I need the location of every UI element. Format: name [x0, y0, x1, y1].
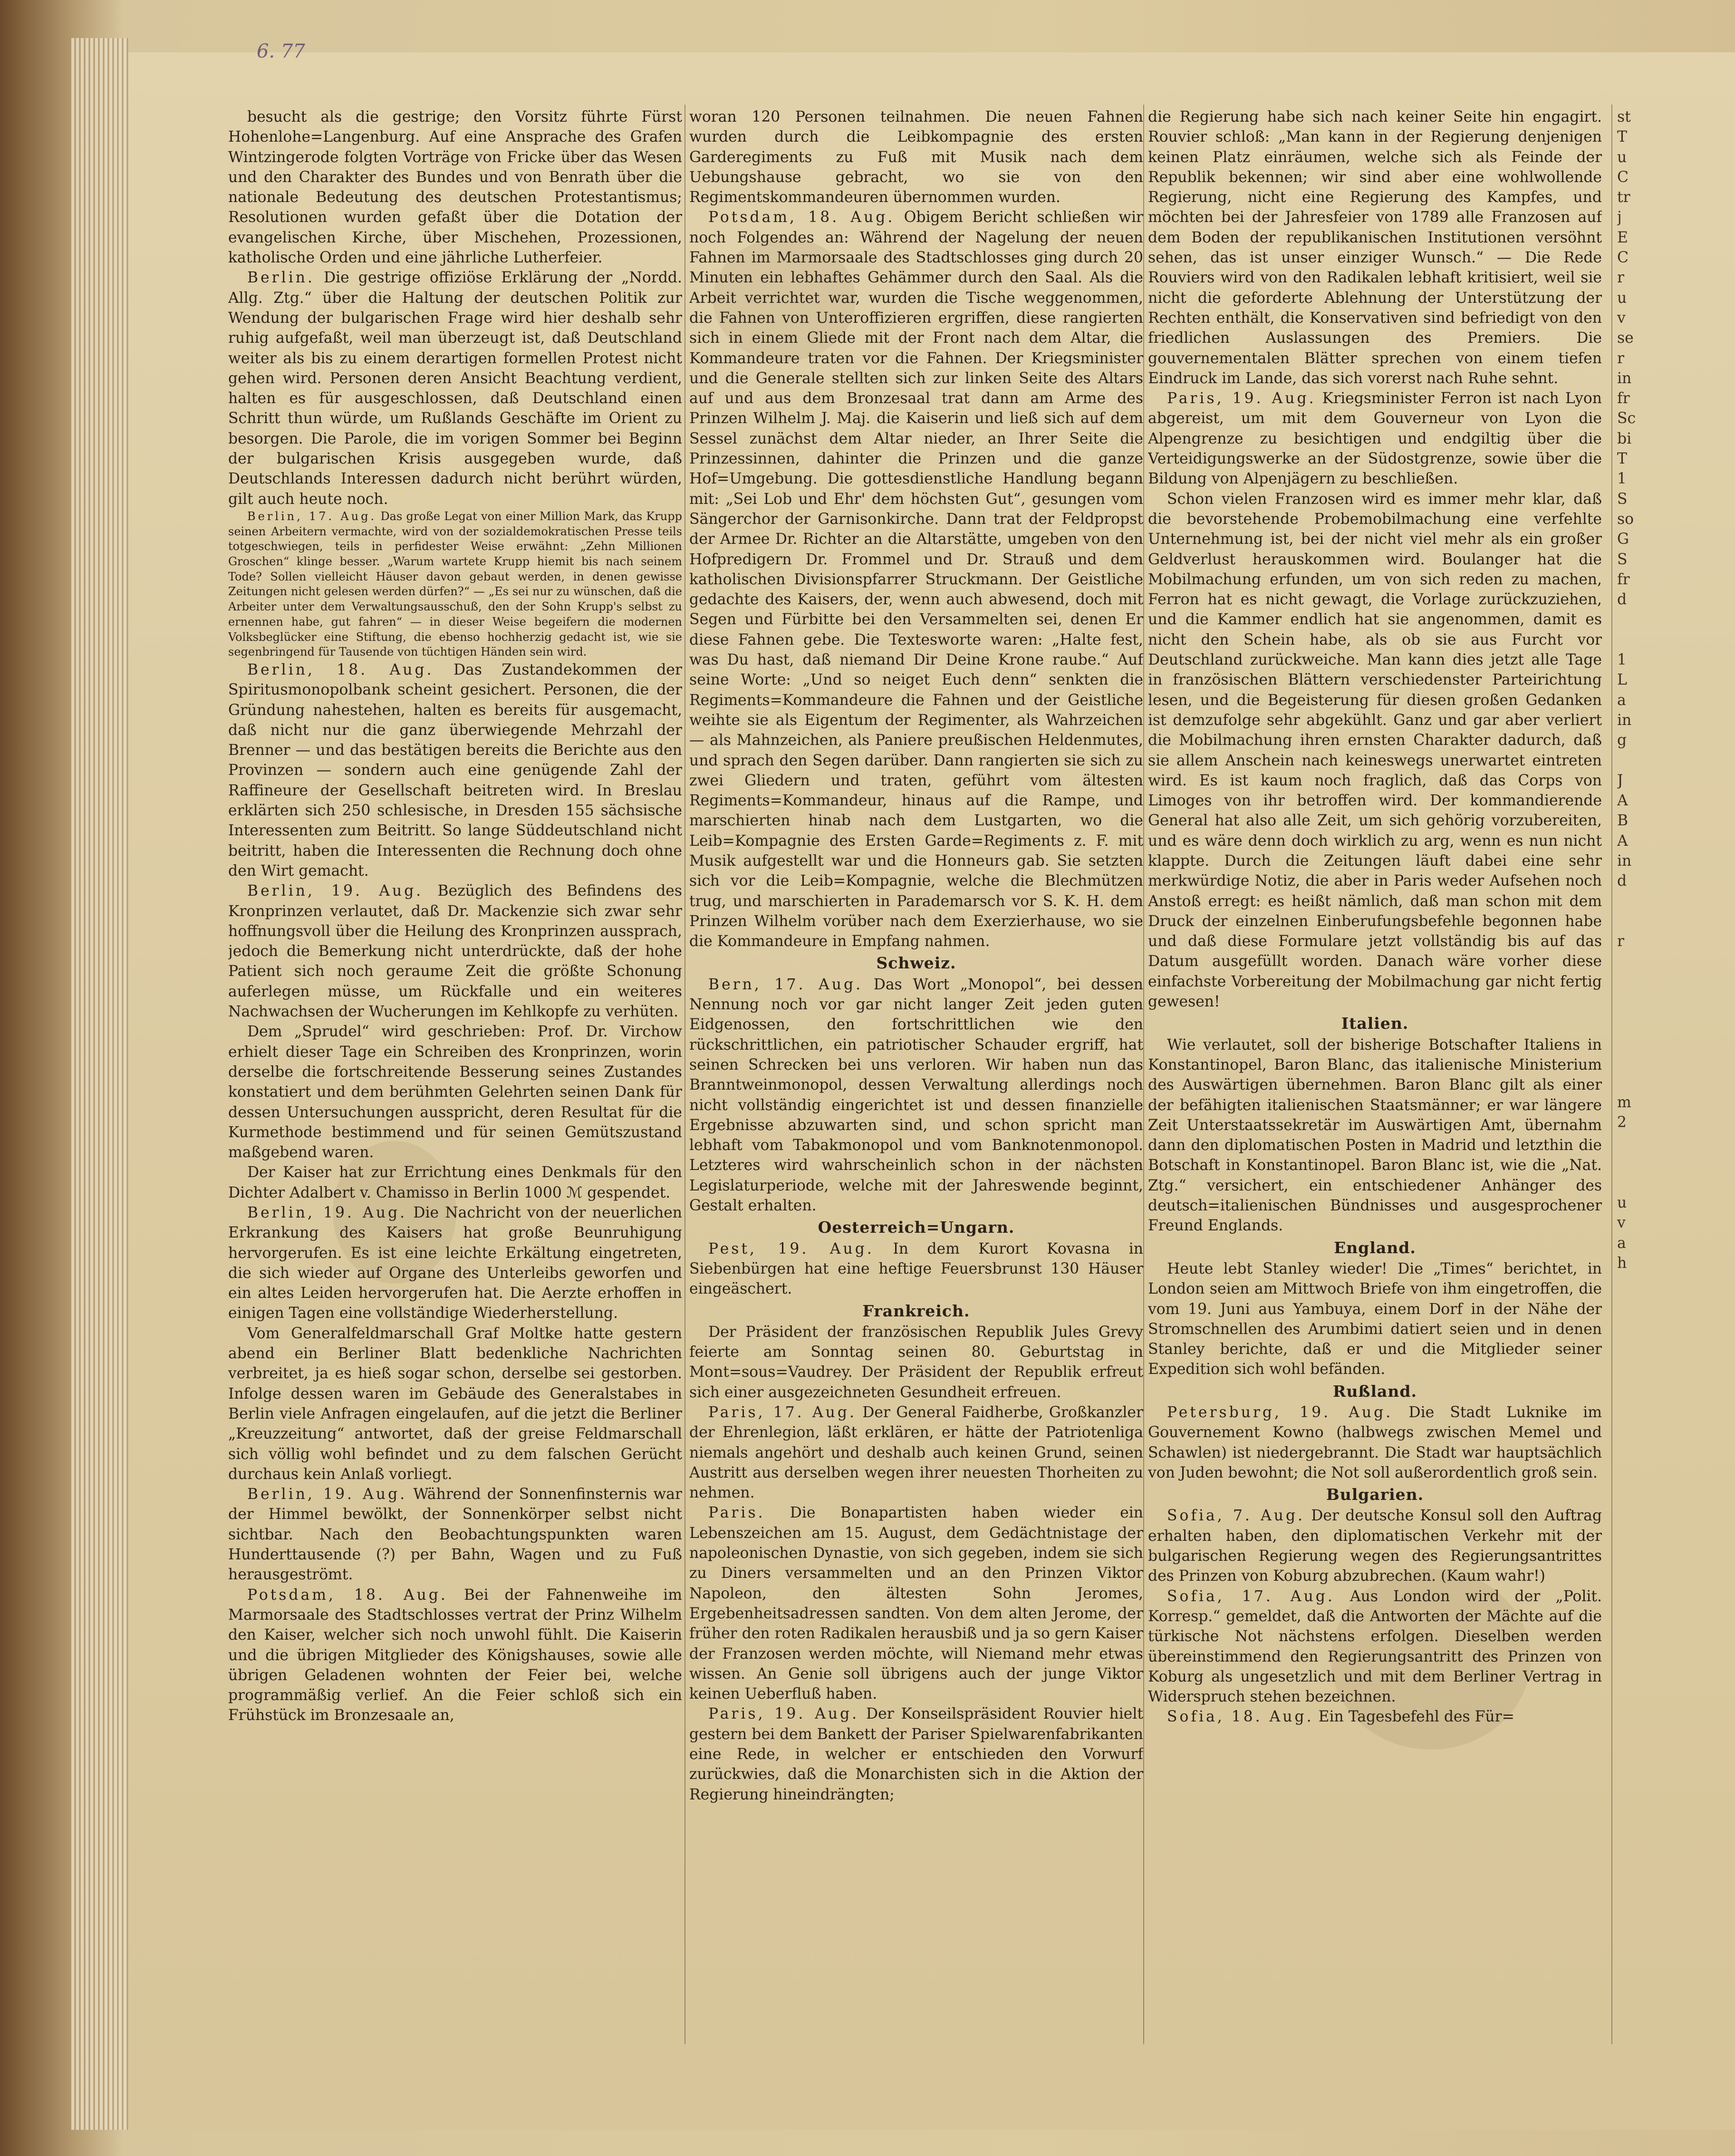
- dateline: Potsdam, 18. Aug.: [247, 1586, 448, 1604]
- fragment-line: 2: [1617, 1113, 1627, 1131]
- article-paragraph: [689, 1239, 1143, 1299]
- section-heading: Frankreich.: [862, 1301, 970, 1320]
- article-paragraph: [228, 1162, 682, 1203]
- fragment-line: [1617, 1032, 1693, 1052]
- page-edges: [71, 38, 128, 2130]
- article-text: Vom Generalfeldmarschall Graf Moltke hatte gestern abend ein Berliner Blatt bedenkliche Nachrichten verbreitet, ja es hieß sogar schon, derselbe sei gestorben. Infolge dessen waren im Gebäude des Generalstabes in Berlin viele Anfragen eingelaufen, auf die jetzt die Berliner „Kreuzzeitung“ antwortet, daß der greise Feldmarschall sich völlig wohl befindet und zu dem falschen Gerücht durchaus kein Anlaß vorliegt.: [228, 1325, 682, 1483]
- fragment-line: 1: [1617, 470, 1627, 488]
- dateline: Potsdam, 18. Aug.: [708, 209, 895, 226]
- article-paragraph: [228, 1324, 682, 1484]
- dateline: Bern, 17. Aug.: [708, 976, 863, 993]
- article-text: besucht als die gestrige; den Vorsitz führte Fürst Hohenlohe=Langenburg. Auf eine Ansprache des Grafen Wintzingerode folgten Vorträge von Fricke über das Wesen und den Charakter des Bundes und von Benrath über die nationale Bedeutung des deutschen Protestantismus; Resolutionen wurden gefaßt über die Dotation der evangelischen Kirche, über Mischehen, Prozessionen, katholische Orden und eine jährliche Lutherfeier.: [228, 108, 682, 267]
- fragment-line: A: [1617, 832, 1628, 850]
- article-paragraph: [1148, 489, 1602, 1012]
- dateline: Sofia, 18. Aug.: [1167, 1708, 1314, 1726]
- dateline: Berlin, 19. Aug.: [247, 882, 424, 900]
- article-paragraph: [689, 1503, 1143, 1704]
- article-paragraph: [228, 660, 682, 881]
- fragment-line: [1617, 992, 1693, 1012]
- article-text: Das Wort „Monopol“, bei dessen Nennung noch vor gar nicht langer Zeit jeden guten Eidgenossen, den fortschrittlichen wie den rückschrittlichen, ein patriotischer Schauder ergriff, hat seinen Schrecken bei uns verloren. Wir haben nun das Branntweinmonopol, dessen Verwaltung allerdings noch nicht vollständig eingerichtet ist und dessen finanzielle Ergebnisse abzuwarten sind, und schon spricht man lebhaft vom Tabakmonopol und vom Banknotenmonopol. Letzteres wird wahrscheinlich schon in der nächsten Legislaturperiode, welche mit der Jahreswende beginnt, Gestalt erhalten.: [689, 976, 1143, 1215]
- article-paragraph: [689, 1322, 1143, 1402]
- fragment-line: [1617, 1052, 1693, 1072]
- fragment-line: fr: [1617, 570, 1630, 588]
- article-text: Der Kaiser hat zur Errichtung eines Denkmals für den Dichter Adalbert v. Chamisso in Berlin 1000 ℳ gespendet.: [228, 1164, 682, 1201]
- dateline: Paris, 17. Aug.: [708, 1404, 857, 1421]
- fragment-line: [1617, 609, 1693, 629]
- fragment-line: T: [1617, 128, 1627, 146]
- dateline: Berlin.: [247, 269, 315, 287]
- article-text: Heute lebt Stanley wieder! Die „Times“ berichtet, in London seien am Mittwoch Briefe von ihm eingetroffen, die vom 19. Juni aus Yambuya, einem Dorf in der Nähe der Stromschnellen des Arumbimi datiert seien und in denen Stanley berichte, daß er und die Mitglieder seiner Expedition sich wohl befänden.: [1148, 1260, 1602, 1378]
- article-paragraph: [1148, 107, 1602, 388]
- fragment-line: in: [1617, 711, 1632, 729]
- article-paragraph: [1148, 388, 1602, 489]
- article-text: Dem „Sprudel“ wird geschrieben: Prof. Dr. Virchow erhielt dieser Tage ein Schreiben des Kronprinzen, worin derselbe die fortschreitende Besserung seines Zustandes konstatiert und dem berühmten Gelehrten seinen Dank für dessen Untersuchungen ausspricht, deren Resultat für die Kurmethode bestimmend und für seinen Gemütszustand maßgebend waren.: [228, 1023, 682, 1161]
- article-text: Kriegsminister Ferron ist nach Lyon abgereist, um mit dem Gouverneur von Lyon die Alpengrenze zu besichtigen und endgiltig über die Verteidigungswerke an der Südostgrenze, sowie über die Bildung von Alpenjägern zu beschließen.: [1148, 390, 1602, 488]
- article-text: Die gestrige offiziöse Erklärung der „Nordd. Allg. Ztg.“ über die Haltung der deutschen Politik zur Wendung der bulgarischen Frage wird hier deshalb sehr ruhig aufgefaßt, weil man überzeugt ist, daß Deutschland weiter als bis zu einem derartigen formellen Protest nicht gehen wird. Personen deren Ansicht Beachtung verdient, halten es für ausgeschlossen, daß Deutschland einen Schritt thun würde, um Rußlands Geschäfte im Orient zu besorgen. Die Parole, die im vorigen Sommer bei Beginn der bulgarischen Krisis ausgegeben wurde, daß Deutschlands Interessen dadurch nicht berührt würden, gilt auch heute noch.: [228, 269, 682, 508]
- fragment-line: [1617, 1072, 1693, 1092]
- article-paragraph: [228, 1585, 682, 1726]
- article-paragraph: [689, 207, 1143, 951]
- dateline: Berlin, 18. Aug.: [247, 661, 434, 678]
- fragment-line: [1617, 972, 1693, 992]
- article-text: Schon vielen Franzosen wird es immer mehr klar, daß die bevorstehende Probemobilmachung eine verfehlte Unternehmung ist, bei der nicht viel mehr als ein großer Geldverlust herauskommen wird. Boulanger hat die Mobilmachung erfunden, um von sich reden zu machen, Ferron hat es nicht gewagt, die Vorlage zurückzuziehen, und die Kammer endlich hat sie angenommen, damit es nicht den Schein habe, als ob sie aus Furcht vor Deutschland zurückweiche. Man kann dies jetzt alle Tage in französischen Blättern verschiedenster Parteirichtung lesen, und die Begeisterung für diesen großen Gedanken ist demzufolge sehr abgekühlt. Ganz und gar aber verliert die Mobilmachung ihren ernsten Charakter dadurch, daß sie allem Anschein nach keineswegs unerwartet eintreten wird. Es ist kaum noch fraglich, daß das Corps von Limoges von ihr betroffen wird. Der kommandierende General hat also alle Zeit, um sich gehörig vorzubereiten, und es wäre denn doch wirklich zu arg, wenn es nun nicht klappte. Durch die Zeitungen läuft dabei eine sehr merkwürdige Notiz, die aber in Paris weder Aufsehen noch Anstoß erregt: es heißt nämlich, daß man schon mit dem Druck der einzelnen Einberufungsbefehle begonnen habe und daß diese Formulare jetzt vollständig bis auf das Datum ausgefüllt worden. Danach wäre vorher diese einfachste Vorbereitung der Mobilmachung gar nicht fertig gewesen!: [1148, 490, 1602, 1011]
- article-paragraph: [228, 1203, 682, 1324]
- article-text: Bezüglich des Befindens des Kronprinzen verlautet, daß Dr. Mackenzie sich zwar sehr hoffnungsvoll über die Heilung des Kronprinzen aussprach, jedoch die Bemerkung nicht unterdrückte, daß der hohe Patient sich noch geraume Zeit die größte Schonung auferlegen müsse, um Rückfalle und ein weiteres Nachwachsen der Wucherungen im Kehlkopfe zu verhüten.: [228, 882, 682, 1021]
- article-paragraph: [228, 268, 682, 509]
- article-text: Der General Faidherbe, Großkanzler der Ehrenlegion, läßt erklären, er hätte der Patriotenliga niemals angehört und deshalb auch keinen Grund, seinen Austritt aus derselben wegen ihrer neuesten Thorheiten zu nehmen.: [689, 1404, 1143, 1502]
- fragment-line: J: [1617, 772, 1623, 789]
- article-text: Der deutsche Konsul soll den Auftrag erhalten haben, den diplomatischen Verkehr mit der bulgarischen Regierung wegen des Regierungsantrittes des Prinzen von Koburg abzubrechen. (Kaum wahr!): [1148, 1507, 1602, 1585]
- fragment-line: st: [1617, 108, 1631, 126]
- article-text: Die Nachricht von der neuerlichen Erkrankung des Kaisers hat große Beunruhigung hervorgerufen. Es ist eine leichte Erkältung eingetreten, die sich wieder auf Organe des Unterleibs geworfen und ein altes Leiden hervorgerufen hat. Die Aerzte erhoffen in einigen Tagen eine vollständige Wiederherstellung.: [228, 1204, 682, 1322]
- article-paragraph: [689, 107, 1143, 207]
- article-paragraph: [1148, 1586, 1602, 1707]
- article-text: Aus London wird der „Polit. Korresp.“ gemeldet, daß die Antworten der Mächte auf die türkische Not nächstens erfolgen. Dieselben werden übereinstimmend den Regierungsantritt des Prinzen von Koburg als ungesetzlich und mit dem Berliner Vertrag in Widerspruch stehen bezeichnen.: [1148, 1587, 1602, 1706]
- article-paragraph: [689, 1402, 1143, 1503]
- article-text: Das Zustandekommen der Spiritusmonopolbank scheint gesichert. Personen, die der Gründung nahestehen, halten es bereits für ausgemacht, daß nicht nur die ganz überwiegende Mehrzahl der Brenner — und das bestätigen bereits die Berichte aus den Provinzen — sondern auch eine genügende Zahl der Raffineure der Gesellschaft beitreten wird. In Breslau erklärten sich 250 schlesische, in Dresden 155 sächsische Interessenten zum Beitritt. So lange Süddeutschland nicht beitritt, haben die Interessenten die Rechnung doch ohne den Wirt gemacht.: [228, 661, 682, 880]
- fragment-line: j: [1617, 209, 1622, 226]
- fragment-line: [1617, 751, 1693, 771]
- article-text: Die Bonapartisten haben wieder ein Lebenszeichen am 15. August, dem Gedächtnistage der napoleonischen Dynastie, von sich gegeben, indem sie sich zu Diners versammelten und an den Prinzen Viktor Napoleon, den ältesten Sohn Jeromes, Ergebenheitsadressen sandten. Von dem alten Jerome, der früher den roten Radikalen herausbiß und ja so gern Kaiser der Franzosen werden möchte, will Niemand mehr etwas wissen. An Genie soll übrigens auch der junge Viktor keinen Ueberfluß haben.: [689, 1504, 1143, 1703]
- article-paragraph: [1148, 1506, 1602, 1586]
- fragment-line: r: [1617, 933, 1625, 950]
- fragment-line: so: [1617, 510, 1634, 528]
- fragment-line: d: [1617, 591, 1627, 609]
- article-paragraph: [1148, 1035, 1602, 1236]
- fragment-line: a: [1617, 691, 1626, 709]
- fragment-line: se: [1617, 329, 1634, 347]
- fragment-line: [1617, 1152, 1693, 1172]
- article-text: In dem Kurort Kovasna in Siebenbürgen hat eine heftige Feuersbrunst 130 Häuser eingeäschert.: [689, 1240, 1143, 1298]
- dateline: Pest, 19. Aug.: [708, 1240, 874, 1257]
- section-heading: Bulgarien.: [1326, 1485, 1424, 1504]
- fragment-line: u: [1617, 148, 1627, 166]
- article-text: Die Stadt Luknike im Gouvernement Kowno (halbwegs zwischen Memel und Schawlen) ist niedergebrannt. Die Stadt war hauptsächlich von Juden bewohnt; die Not soll außerordentlich groß sein.: [1148, 1404, 1602, 1481]
- dateline: Sofia, 7. Aug.: [1167, 1507, 1305, 1525]
- fragment-line: B: [1617, 812, 1629, 830]
- fragment-line: Sc: [1617, 410, 1636, 427]
- fragment-line: m: [1617, 1093, 1631, 1111]
- fragment-line: u: [1617, 1194, 1627, 1212]
- dateline: Paris, 19. Aug.: [708, 1705, 859, 1723]
- column-rule: [684, 105, 685, 2044]
- fragment-line: g: [1617, 732, 1627, 749]
- fragment-line: v: [1617, 309, 1626, 327]
- fragment-line: A: [1617, 792, 1628, 810]
- article-text: Der Präsident der französischen Republik Jules Grevy feierte am Sonntag seinen 80. Geburtstag in Mont=sous=Vaudrey. Der Präsident der Republik erfreut sich einer ausgezeichneten Gesundheit erfreuen.: [689, 1323, 1143, 1401]
- fragment-line: [1617, 630, 1693, 650]
- article-paragraph: [228, 881, 682, 1022]
- fragment-line: [1617, 891, 1693, 911]
- fragment-line: u: [1617, 289, 1627, 307]
- article-paragraph: [228, 107, 682, 268]
- article-text: Während der Sonnenfinsternis war der Himmel bewölkt, der Sonnenkörper selbst nicht sichtbar. Nach den Beobachtungspunkten waren Hunderttausende (?) per Bahn, Wagen und zu Fuß herausgeströmt.: [228, 1486, 682, 1584]
- handwritten-margin-note: 6. 77: [257, 40, 305, 62]
- article-text: woran 120 Personen teilnahmen. Die neuen Fahnen wurden durch die Leibkompagnie des ersten Garderegiments zu Fuß mit Musik nach dem Uebungshause gebracht, wo sie von den Regimentskommandeuren übernommen wurden.: [689, 108, 1143, 206]
- fragment-line: [1617, 951, 1693, 971]
- dateline: Paris.: [708, 1504, 765, 1522]
- article-text: Obigem Bericht schließen wir noch Folgendes an: Während der Nagelung der neuen Fahnen im Marmorsaale des Stadtschlosses ging durch 20 Minuten ein lebhaftes Gehämmer durch den Saal. Als die Arbeit verrichtet war, wurden die Tische weggenommen, die Fahnen von Unteroffizieren ergriffen, diese rangierten sich in einem Gliede mit der Front nach dem Altar, die Kommandeure traten vor die Fahnen. Der Kriegsminister und die Generale stellten sich zur linken Seite des Altars auf und aus dem Bronzesaal trat dann am Arme des Prinzen Wilhelm J. Maj. die Kaiserin und ließ sich auf dem Sessel zunächst dem Altar nieder, an Ihrer Seite die Prinzessinnen, dahinter die Prinzen und die ganze Hof=Umgebung. Die gottesdienstliche Handlung begann mit: „Sei Lob und Ehr' dem höchsten Gut“, gesungen vom Sängerchor der Garnisonkirche. Dann trat der Feldpropst der Armee Dr. Richter an die Altarstätte, umgeben von den Hofpredigern Dr. Frommel und Dr. Strauß und dem katholischen Divisionspfarrer Struckmann. Der Geistliche gedachte des Kaisers, der, wenn auch abwesend, doch mit Segen und Fürbitte bei den Versammelten sei, denen Er diese Fahnen gebe. Die Textesworte waren: „Halte fest, was Du hast, daß niemand Dir Deine Krone raube.“ Auf seine Worte: „Und so neiget Euch denn“ senkten die Regiments=Kommandeure die Fahnen und der Geistliche weihte sie als Eigentum der Regimenter, als Wahrzeichen — als Mahnzeichen, als Paniere preußischen Heldenmutes, und sprach den Segen darüber. Dann rangierten sie sich zu zwei Gliedern und traten, geführt vom ältesten Regiments=Kommandeur, hinaus auf die Rampe, und marschierten hinab nach dem Lustgarten, wo die Leib=Kompagnie des Ersten Garde=Regiments z. F. mit Musik aufgestellt war und die Honneurs gab. Sie setzten sich vor die Leib=Kompagnie, welche die Blechmützen trug, und marschierten in Parademarsch vor S. K. H. dem Prinzen Wilhelm vorüber nach dem Exerzierhause, wo sie die Kommandeure in Empfang nahmen.: [689, 209, 1143, 950]
- fragment-line: S: [1617, 551, 1628, 568]
- fragment-line: G: [1617, 531, 1629, 548]
- article-text: Das große Legat von einer Million Mark, das Krupp seinen Arbeitern vermachte, wird von der sozialdemokratischen Presse teils totgeschwiegen, teils in perfidester Weise erwähnt: „Zehn Millionen Groschen“ klinge besser. „Warum wartete Krupp hiemit bis nach seinem Tode? Sollen vielleicht Häuser davon gebaut werden, in denen gewisse Zeitungen nicht gelesen werden dürfen?“ — „Es sei nur zu wünschen, daß die Arbeiter unter dem Verwaltungsausschuß, den der Sohn Krupp's selbst zu ernennen habe, gut fahren“ — in dieser Weise begeifern die modernen Volksbeglücker eine Stiftung, die ebenso hochherzig gedacht ist, wie sie segenbringend für Tausende von tüchtigen Händen sein wird.: [228, 509, 682, 659]
- fragment-line: [1617, 1012, 1693, 1032]
- fragment-line: T: [1617, 450, 1627, 468]
- article-paragraph: [689, 975, 1143, 1216]
- fragment-line: [1617, 1173, 1693, 1193]
- fragment-line: S: [1617, 490, 1628, 508]
- fragment-line: C: [1617, 168, 1629, 186]
- dateline: Sofia, 17. Aug.: [1167, 1587, 1335, 1605]
- article-paragraph: [228, 1484, 682, 1585]
- article-text: Wie verlautet, soll der bisherige Botschafter Italiens in Konstantinopel, Baron Blanc, das italienische Ministerium des Auswärtigen übernehmen. Baron Blanc gilt als einer der befähigten italienischen Staatsmänner; er war längere Zeit Unterstaatssekretär im Auswärtigen Amt, übernahm dann den diplomatischen Posten in Madrid und letzthin die Botschaft in Konstantinopel. Baron Blanc ist, wie die „Nat. Ztg.“ versichert, ein entschiedener Anhänger des deutsch=italienischen Bündnisses und ausgesprochener Freund Englands.: [1148, 1036, 1602, 1235]
- dateline: Paris, 19. Aug.: [1167, 390, 1316, 407]
- fragment-line: in: [1617, 852, 1632, 870]
- section-heading: England.: [1334, 1238, 1416, 1257]
- article-text: Ein Tagesbefehl des Für=: [1318, 1708, 1514, 1726]
- fragment-line: C: [1617, 249, 1629, 267]
- article-column-2: [689, 107, 1143, 2037]
- article-paragraph: [228, 1022, 682, 1162]
- article-paragraph: [1148, 1402, 1602, 1483]
- article-column-3: [1148, 107, 1602, 2037]
- section-heading: Italien.: [1341, 1014, 1409, 1033]
- column-rule: [1143, 105, 1144, 2044]
- fragment-line: tr: [1617, 189, 1630, 206]
- fragment-line: L: [1617, 671, 1627, 689]
- column-rule: [1611, 105, 1612, 2044]
- article-text: Der Konseilspräsident Rouvier hielt gestern bei dem Bankett der Pariser Spielwarenfabrikanten eine Rede, in welcher er entschieden den Vorwurf zurückwies, daß die Monarchisten sich in die Aktion der Regierung hineindrängten;: [689, 1705, 1143, 1803]
- dateline: Berlin, 19. Aug.: [247, 1486, 407, 1503]
- fragment-line: [1617, 911, 1693, 931]
- section-heading: Schweiz.: [876, 954, 956, 973]
- fragment-line: E: [1617, 229, 1628, 246]
- fragment-line: [1617, 1132, 1693, 1152]
- dateline: Berlin, 17. Aug.: [247, 509, 377, 523]
- article-text: Bei der Fahnenweihe im Marmorsaale des Stadtschlosses vertrat der Prinz Wilhelm den Kaiser, welcher sich noch unwohl fühlt. Die Kaiserin und die übrigen Mitglieder des Königshauses, sowie alle übrigen Geladenen wohnten der Feier bei, welche programmäßig verlief. An die Feier schloß sich ein Frühstück im Bronzesaale an,: [228, 1586, 682, 1724]
- fragment-line: in: [1617, 369, 1632, 387]
- article-paragraph: [1148, 1707, 1602, 1727]
- article-paragraph: [689, 1704, 1143, 1804]
- fragment-line: r: [1617, 349, 1625, 367]
- fragment-line: r: [1617, 269, 1625, 287]
- dateline: Petersburg, 19. Aug.: [1167, 1404, 1393, 1421]
- article-column-1: [228, 107, 682, 2037]
- fragment-line: d: [1617, 872, 1627, 890]
- section-heading: Oesterreich=Ungarn.: [818, 1218, 1015, 1237]
- article-text: die Regierung habe sich nach keiner Seite hin engagirt. Rouvier schloß: „Man kann in der Regierung denjenigen keinen Platz einräumen, welche sich als Feinde der Republik bekennen; wir sind aber eine wohlwollende Regierung, nicht eine Regierung des Kampfes, und möchten bei der Jahresfeier von 1789 alle Franzosen auf dem Boden der republikanischen Institutionen versöhnt sehen, das ist unser einziger Wunsch.“ — Die Rede Rouviers wird von den Radikalen lebhaft kritisiert, weil sie nicht die geforderte Ablehnung der Unterstützung der Rechten enthält, die Konservativen sind befriedigt von den friedlichen Auslassungen des Premiers. Die gouvernementalen Blätter sprechen von einem tiefen Eindruck im Lande, das sich vorerst nach Ruhe sehnt.: [1148, 108, 1602, 387]
- fragment-line: a: [1617, 1234, 1626, 1252]
- article-paragraph: [1148, 1259, 1602, 1380]
- fragment-line: bi: [1617, 430, 1632, 447]
- section-heading: Rußland.: [1333, 1382, 1417, 1401]
- dateline: Berlin, 19. Aug.: [247, 1204, 407, 1221]
- fragment-line: 1: [1617, 651, 1627, 669]
- fragment-line: h: [1617, 1254, 1627, 1272]
- article-paragraph: [228, 509, 682, 660]
- fragment-line: fr: [1617, 390, 1630, 407]
- fragment-line: v: [1617, 1214, 1626, 1232]
- adjacent-page-column-fragment: [1617, 107, 1693, 2037]
